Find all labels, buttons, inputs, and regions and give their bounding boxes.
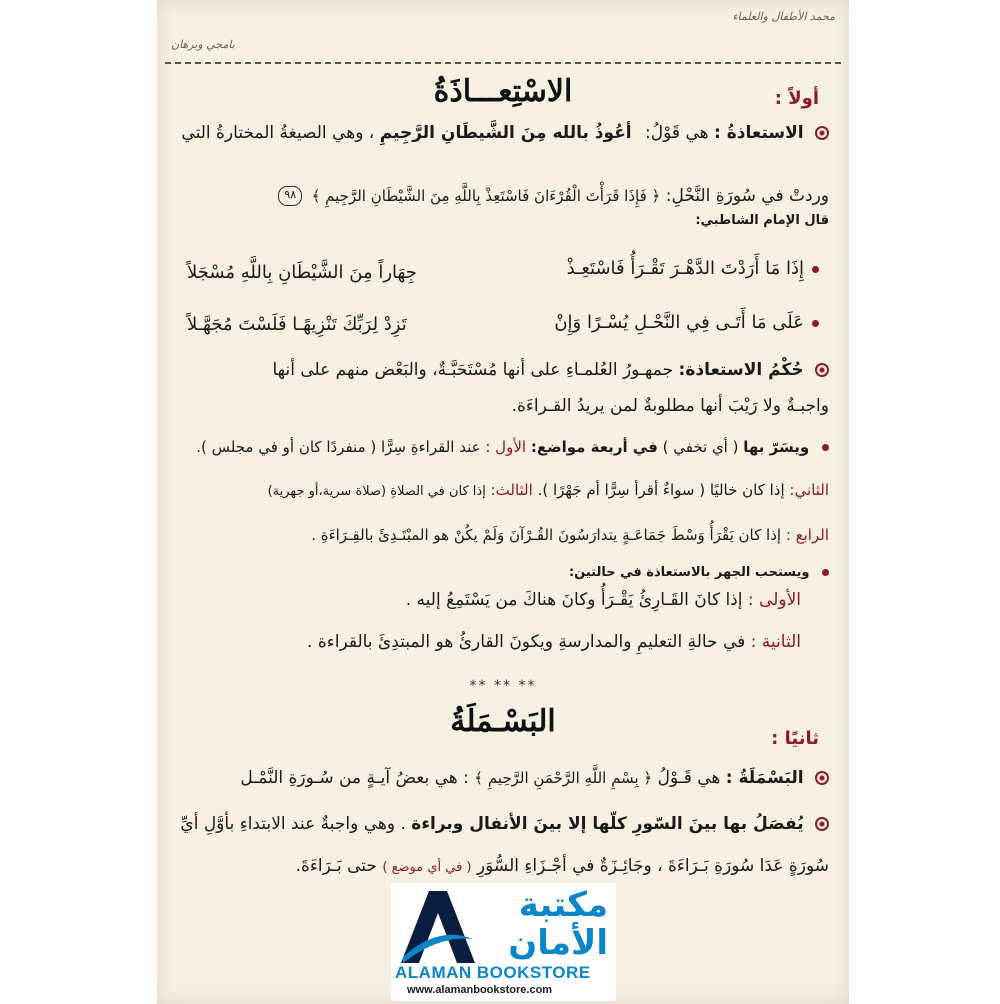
hukm-term: حُكْمُ الاستعاذة:: [678, 360, 804, 380]
rosette-icon: [815, 126, 829, 140]
istiadha-def-text: هي قَوْلُ:: [645, 123, 709, 143]
basmala-definition: [167, 770, 829, 787]
first-label: الأول :: [485, 438, 527, 456]
secret-heading: [167, 440, 829, 455]
book-page: [157, 0, 849, 1004]
header-divider: [165, 62, 841, 64]
separation-line2a: سُورَةٍ عَدَا سُورَةِ بَـرَاءَةَ ، وجَائِـزَةٌ في أجْـزَاءِ السُّوَرِ: [476, 856, 829, 876]
basmala-separation-line-2: [167, 858, 829, 875]
fourth-line: [167, 528, 829, 543]
ayah-number: ٩٨: [278, 186, 302, 206]
secret-where: في أربعة مواضع:: [530, 438, 658, 456]
basmala-def-text: هي قَـوْلُ: [657, 768, 721, 788]
bullet-icon: [822, 569, 829, 576]
logo-english: ALAMAN BOOKSTORE: [395, 963, 591, 982]
separation-paren: ( في أي موضع ): [382, 860, 472, 875]
separation-bold: يُفصَلُ بها بينَ السّورِ كلّها إلا بينَ الأنفال وبراءة: [411, 814, 804, 834]
basmala-term: البَسْمَلَةُ :: [725, 768, 804, 788]
jahr-1-label: الأولى :: [747, 590, 801, 610]
bullet-icon: [812, 266, 819, 273]
third-label: الثالث:: [490, 481, 533, 499]
logo-arabic-line2: الأمان: [508, 923, 608, 963]
rosette-icon: [815, 363, 829, 377]
logo-arabic-line1: مكتبة: [518, 885, 608, 925]
shatibi-label: قال الإمام الشاطبي:: [695, 213, 829, 228]
logo-a-icon: [399, 887, 477, 965]
jahr-1-text: إذا كانَ القَـارِئُ يَقْـرَأُ وكانَ هناكَ من يَسْتَمِعُ إليه .: [405, 590, 743, 610]
hukm-text: جمهـورُ العُلمـاءِ على أنها مُسْتَحَبَّـةٌ، والبَعْض منهم على أنها: [272, 360, 674, 380]
fourth-text: إذا كان يَقْرَأُ وَسْطَ جَمَاعَـةٍ يتدارَسُونَ القُـرْآنَ وَلَمْ يكُنْ هو المبْتَـدِئَ بالقِـرَاءَةِ .: [311, 526, 782, 544]
rosette-icon: [815, 817, 829, 831]
rosette-icon: [815, 771, 829, 785]
separation-rest: . وهي واجبةٌ عند الابتداءِ بأوَّلِ أيِّ: [180, 814, 406, 834]
alaman-logo: [391, 883, 616, 1001]
jahr-2-label: الثانية :: [750, 632, 801, 652]
poem-2-second-hemistich: تَزِدْ لِرَبِّكَ تَنْزِيهًـا فَلَسْتَ مُجَهَّـلاً: [187, 314, 407, 335]
poem-1-second-hemistich: جِهَاراً مِنَ الشَّيْطَانِ بِاللَّهِ مُسْجَلاً: [187, 262, 417, 283]
section1-title: الاسْتِعـــاذَةُ: [433, 74, 573, 109]
verse-intro: وردتْ في سُورَةِ النَّحْلِ:: [665, 186, 829, 206]
section1-label: أولاً :: [774, 88, 819, 109]
basmala-def-rest: : هي بعضُ آيـةٍ من سُـورَةِ النَّمْـل: [240, 768, 469, 788]
third-text: إذا كان في الصلاةِ (صلاة سرية،أو جهرية): [267, 484, 486, 499]
hukm-line-1: [167, 362, 829, 379]
secret-term: ويسَرّ بها: [743, 438, 810, 456]
fourth-label: الرابع :: [785, 526, 829, 544]
running-subtitle: بامجي وبرهان: [171, 38, 235, 51]
jahr-2-text: في حالةِ التعليمِ والمدارسةِ ويكونَ القارئُ هو المبتدِئَ بالقراءة .: [307, 632, 746, 652]
bullet-icon: [812, 320, 819, 327]
section-separator: ** ** **: [469, 678, 537, 694]
section2-label: ثانيًا :: [771, 728, 819, 749]
poem-2-first-hemistich: عَلَى مَا أَتَـى فِي النَّحْـلِ يُسْـرًا وَإِنْ: [554, 312, 819, 333]
basmala-separation-line: [167, 816, 829, 833]
running-header: [171, 10, 835, 51]
verse-line: [167, 186, 829, 206]
bullet-icon: [822, 444, 829, 451]
section2-title: البَسْـمَلَةُ: [450, 704, 556, 739]
istiadha-term: الاستعاذةُ :: [713, 123, 804, 143]
first-text: عند القراءةِ سِرًّا ( منفردًا كان أو في مجلس ).: [196, 438, 481, 456]
verse-text: ﴿ فَإِذَا قَرَأْتَ الْقُرْءَانَ فَاسْتَعِذْ بِاللَّهِ مِنَ الشَّيْطَانِ الرَّجِيمِ ﴾: [311, 187, 661, 205]
second-text: إذا كان خاليًا ( سواءٌ أقرأ سِرًّا أم جَهْرًا ).: [537, 481, 785, 499]
istiadha-formula: أعُوذُ بالله مِنَ الشَّيطَانِ الرَّجِيمِ: [379, 123, 632, 143]
second-label: الثاني:: [789, 481, 829, 499]
jahr-second-line: [167, 634, 801, 651]
istiadha-definition: [167, 125, 829, 142]
secret-paren: ( أي تخفي ): [662, 438, 739, 456]
poem-1-first-hemistich: إِذَا مَا أَرَدْتَ الدَّهْـرَ تَقْـرَأُ فَاسْتَعِـذْ: [567, 258, 819, 279]
separation-line2b: حتى بَـرَاءَةَ.: [295, 856, 377, 876]
jahr-heading: ويستحب الجهر بالاستعاذة في حالتين:: [167, 566, 829, 579]
hukm-line-2: واجبـةٌ ولا رَيْبَ أنها مطلوبةٌ لمن يريدُ القـراءَة.: [511, 396, 829, 416]
jahr-first-line: [167, 592, 801, 609]
logo-url: www.alamanbookstore.com: [407, 984, 553, 996]
running-title: محمد الأطفال والعلماء: [732, 10, 835, 23]
basmala-formula: ﴿ بِسْمِ اللَّهِ الرَّحْمَنِ الرَّحِيمِ ﴾: [474, 769, 653, 787]
istiadha-def-rest: ، وهي الصيغةُ المختارةُ التي: [181, 123, 375, 143]
second-third-line: [167, 483, 829, 498]
